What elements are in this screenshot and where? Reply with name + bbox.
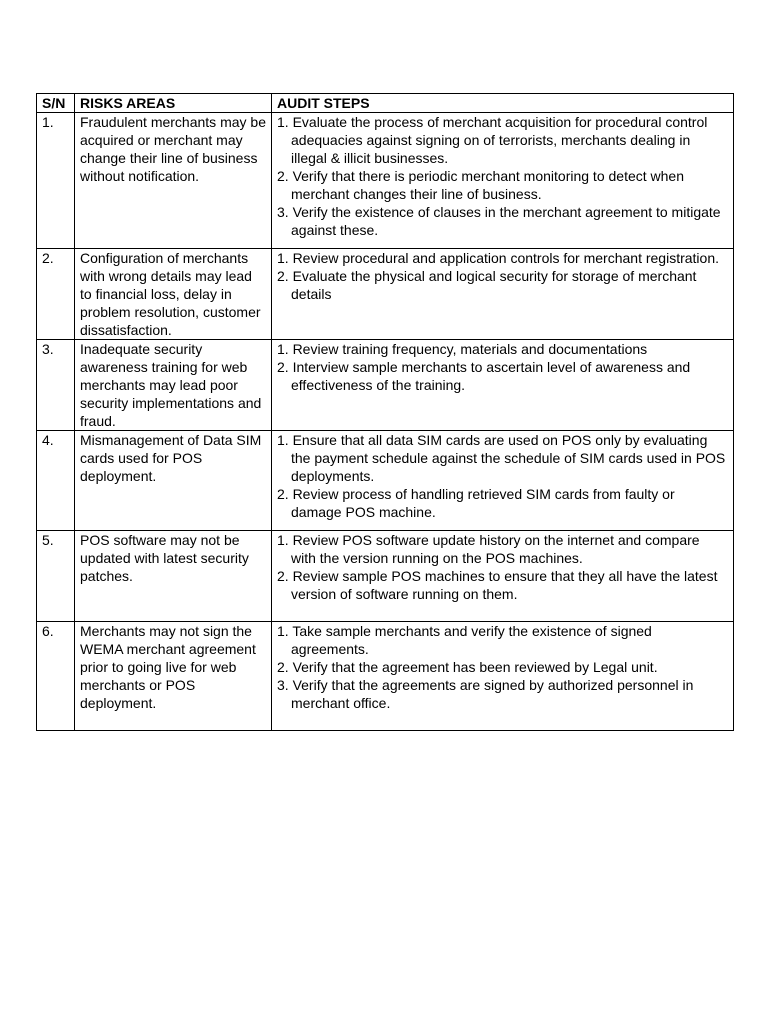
audit-step: 1. Review POS software update history on the internet and compare with the version running on the POS machines. bbox=[277, 532, 700, 566]
audit-table bbox=[36, 93, 734, 731]
table-row bbox=[37, 113, 734, 249]
table-row bbox=[37, 431, 734, 531]
audit-step: 3. Verify the existence of clauses in the merchant agreement to mitigate against these. bbox=[277, 204, 721, 238]
audit-step: 2. Interview sample merchants to ascertain level of awareness and effectiveness of the training. bbox=[277, 359, 691, 393]
audit-step: 2. Review sample POS machines to ensure that they all have the latest version of software running on them. bbox=[277, 568, 718, 602]
row-sn: 6. bbox=[37, 622, 75, 731]
audit-step: 2. Review process of handling retrieved SIM cards from faulty or damage POS machine. bbox=[277, 486, 675, 520]
header-audit-steps: AUDIT STEPS bbox=[272, 94, 734, 113]
table-row bbox=[37, 531, 734, 622]
row-audit-steps bbox=[272, 431, 734, 531]
row-risk-area: Mismanagement of Data SIM cards used for POS deployment. bbox=[75, 431, 272, 531]
header-risk-areas: RISKS AREAS bbox=[75, 94, 272, 113]
row-sn: 4. bbox=[37, 431, 75, 531]
audit-step: 1. Review procedural and application controls for merchant registration. bbox=[277, 250, 720, 266]
row-risk-area: Fraudulent merchants may be acquired or merchant may change their line of business without notification. bbox=[75, 113, 272, 249]
row-audit-steps bbox=[272, 113, 734, 249]
audit-step: 1. Ensure that all data SIM cards are used on POS only by evaluating the payment schedule against the schedule of SIM cards used in POS deployments. bbox=[277, 432, 726, 484]
row-audit-steps bbox=[272, 531, 734, 622]
row-risk-area: Merchants may not sign the WEMA merchant agreement prior to going live for web merchants or POS deployment. bbox=[75, 622, 272, 731]
table-row bbox=[37, 340, 734, 431]
row-audit-steps bbox=[272, 340, 734, 431]
row-audit-steps bbox=[272, 249, 734, 340]
audit-step: 1. Take sample merchants and verify the existence of signed agreements. bbox=[277, 623, 652, 657]
row-risk-area: POS software may not be updated with latest security patches. bbox=[75, 531, 272, 622]
row-sn: 3. bbox=[37, 340, 75, 431]
audit-step: 3. Verify that the agreements are signed by authorized personnel in merchant office. bbox=[277, 677, 694, 711]
row-sn: 1. bbox=[37, 113, 75, 249]
table-header-row bbox=[37, 94, 734, 113]
audit-step: 2. Verify that there is periodic merchant monitoring to detect when merchant changes their line of business. bbox=[277, 168, 684, 202]
row-sn: 5. bbox=[37, 531, 75, 622]
row-audit-steps bbox=[272, 622, 734, 731]
row-sn: 2. bbox=[37, 249, 75, 340]
audit-step: 1. Review training frequency, materials and documentations bbox=[277, 341, 648, 357]
table-row bbox=[37, 249, 734, 340]
audit-step: 2. Evaluate the physical and logical security for storage of merchant details bbox=[277, 268, 697, 302]
table-row bbox=[37, 622, 734, 731]
audit-step: 2. Verify that the agreement has been reviewed by Legal unit. bbox=[277, 659, 658, 675]
header-sn: S/N bbox=[37, 94, 75, 113]
audit-step: 1. Evaluate the process of merchant acquisition for procedural control adequacies against signing on of terrorists, merchants dealing in illegal & illicit businesses. bbox=[277, 114, 708, 166]
row-risk-area: Configuration of merchants with wrong details may lead to financial loss, delay in problem resolution, customer dissatisfaction. bbox=[75, 249, 272, 340]
row-risk-area: Inadequate security awareness training for web merchants may lead poor security implementations and fraud. bbox=[75, 340, 272, 431]
